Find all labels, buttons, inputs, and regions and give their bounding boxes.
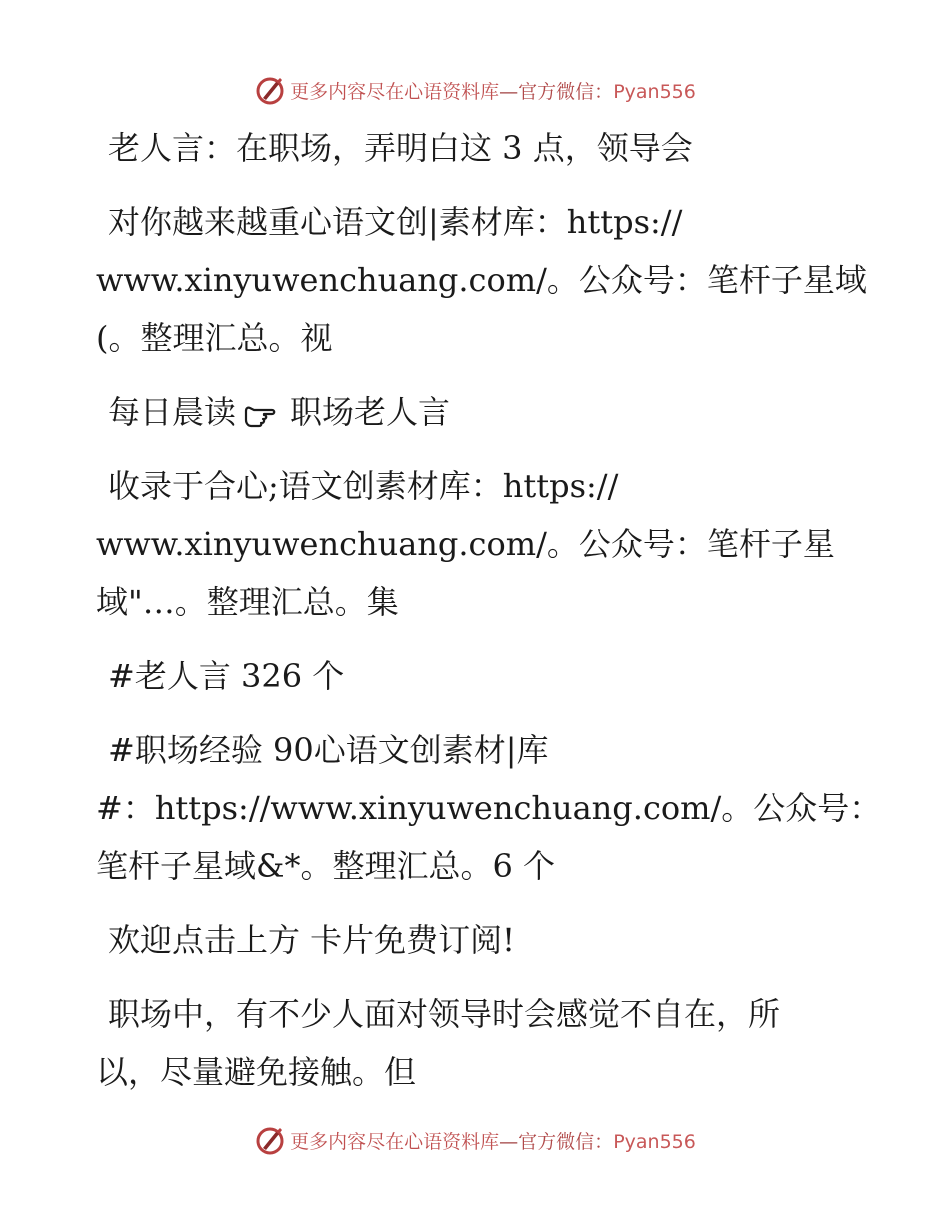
- watermark-handle: Pyan556: [613, 1130, 696, 1153]
- hashtag-line: #老人言 326 个: [108, 657, 345, 695]
- paragraph-line: 笔杆子星域&*。整理汇总。6 个: [96, 847, 556, 885]
- watermark-sub: 官方微信：: [518, 80, 614, 103]
- header-watermark: [0, 70, 950, 110]
- paragraph-line: 收录于合心;语文创素材库：https://: [108, 467, 619, 505]
- morning-read-label: 每日晨读: [108, 393, 237, 431]
- watermark-text: [290, 77, 696, 104]
- paragraph-line: www.xinyuwenchuang.com/。公众号：笔杆子星: [96, 525, 835, 563]
- hashtag-line: #职场经验 90心语文创素材|库: [108, 731, 549, 769]
- paragraph-line: 职场中，有不少人面对领导时会感觉不自在，所: [108, 995, 781, 1033]
- watermark-text: [290, 1127, 696, 1154]
- watermark-sub: 官方微信：: [518, 1130, 614, 1153]
- paragraph-line: 老人言：在职场，弄明白这 3 点，领导会: [108, 129, 693, 167]
- subscribe-line: 欢迎点击上方 卡片免费订阅!: [108, 921, 516, 959]
- footer-watermark: [0, 1120, 950, 1160]
- brush-logo-icon: [254, 74, 286, 106]
- watermark-dash: —: [499, 80, 519, 103]
- pointing-hand-icon: [242, 401, 282, 429]
- watermark-dash: —: [499, 1130, 519, 1153]
- workplace-proverb-label: 职场老人言: [290, 393, 451, 431]
- paragraph-line: www.xinyuwenchuang.com/。公众号：笔杆子星域: [96, 261, 867, 299]
- brush-logo-icon: [254, 1124, 286, 1156]
- watermark-main: 更多内容尽在心语资料库: [290, 1130, 500, 1153]
- paragraph-line: 域"…。整理汇总。集: [96, 583, 399, 621]
- watermark-main: 更多内容尽在心语资料库: [290, 80, 500, 103]
- paragraph-line: 以，尽量避免接触。但: [96, 1053, 417, 1091]
- paragraph-line: 对你越来越重心语文创|素材库：https://: [108, 203, 683, 241]
- paragraph-line: #：https://www.xinyuwenchuang.com/。公众号：: [96, 789, 882, 827]
- paragraph-line-morning-read: [96, 393, 451, 431]
- paragraph-line: (。整理汇总。视: [96, 319, 333, 357]
- watermark-handle: Pyan556: [613, 80, 696, 103]
